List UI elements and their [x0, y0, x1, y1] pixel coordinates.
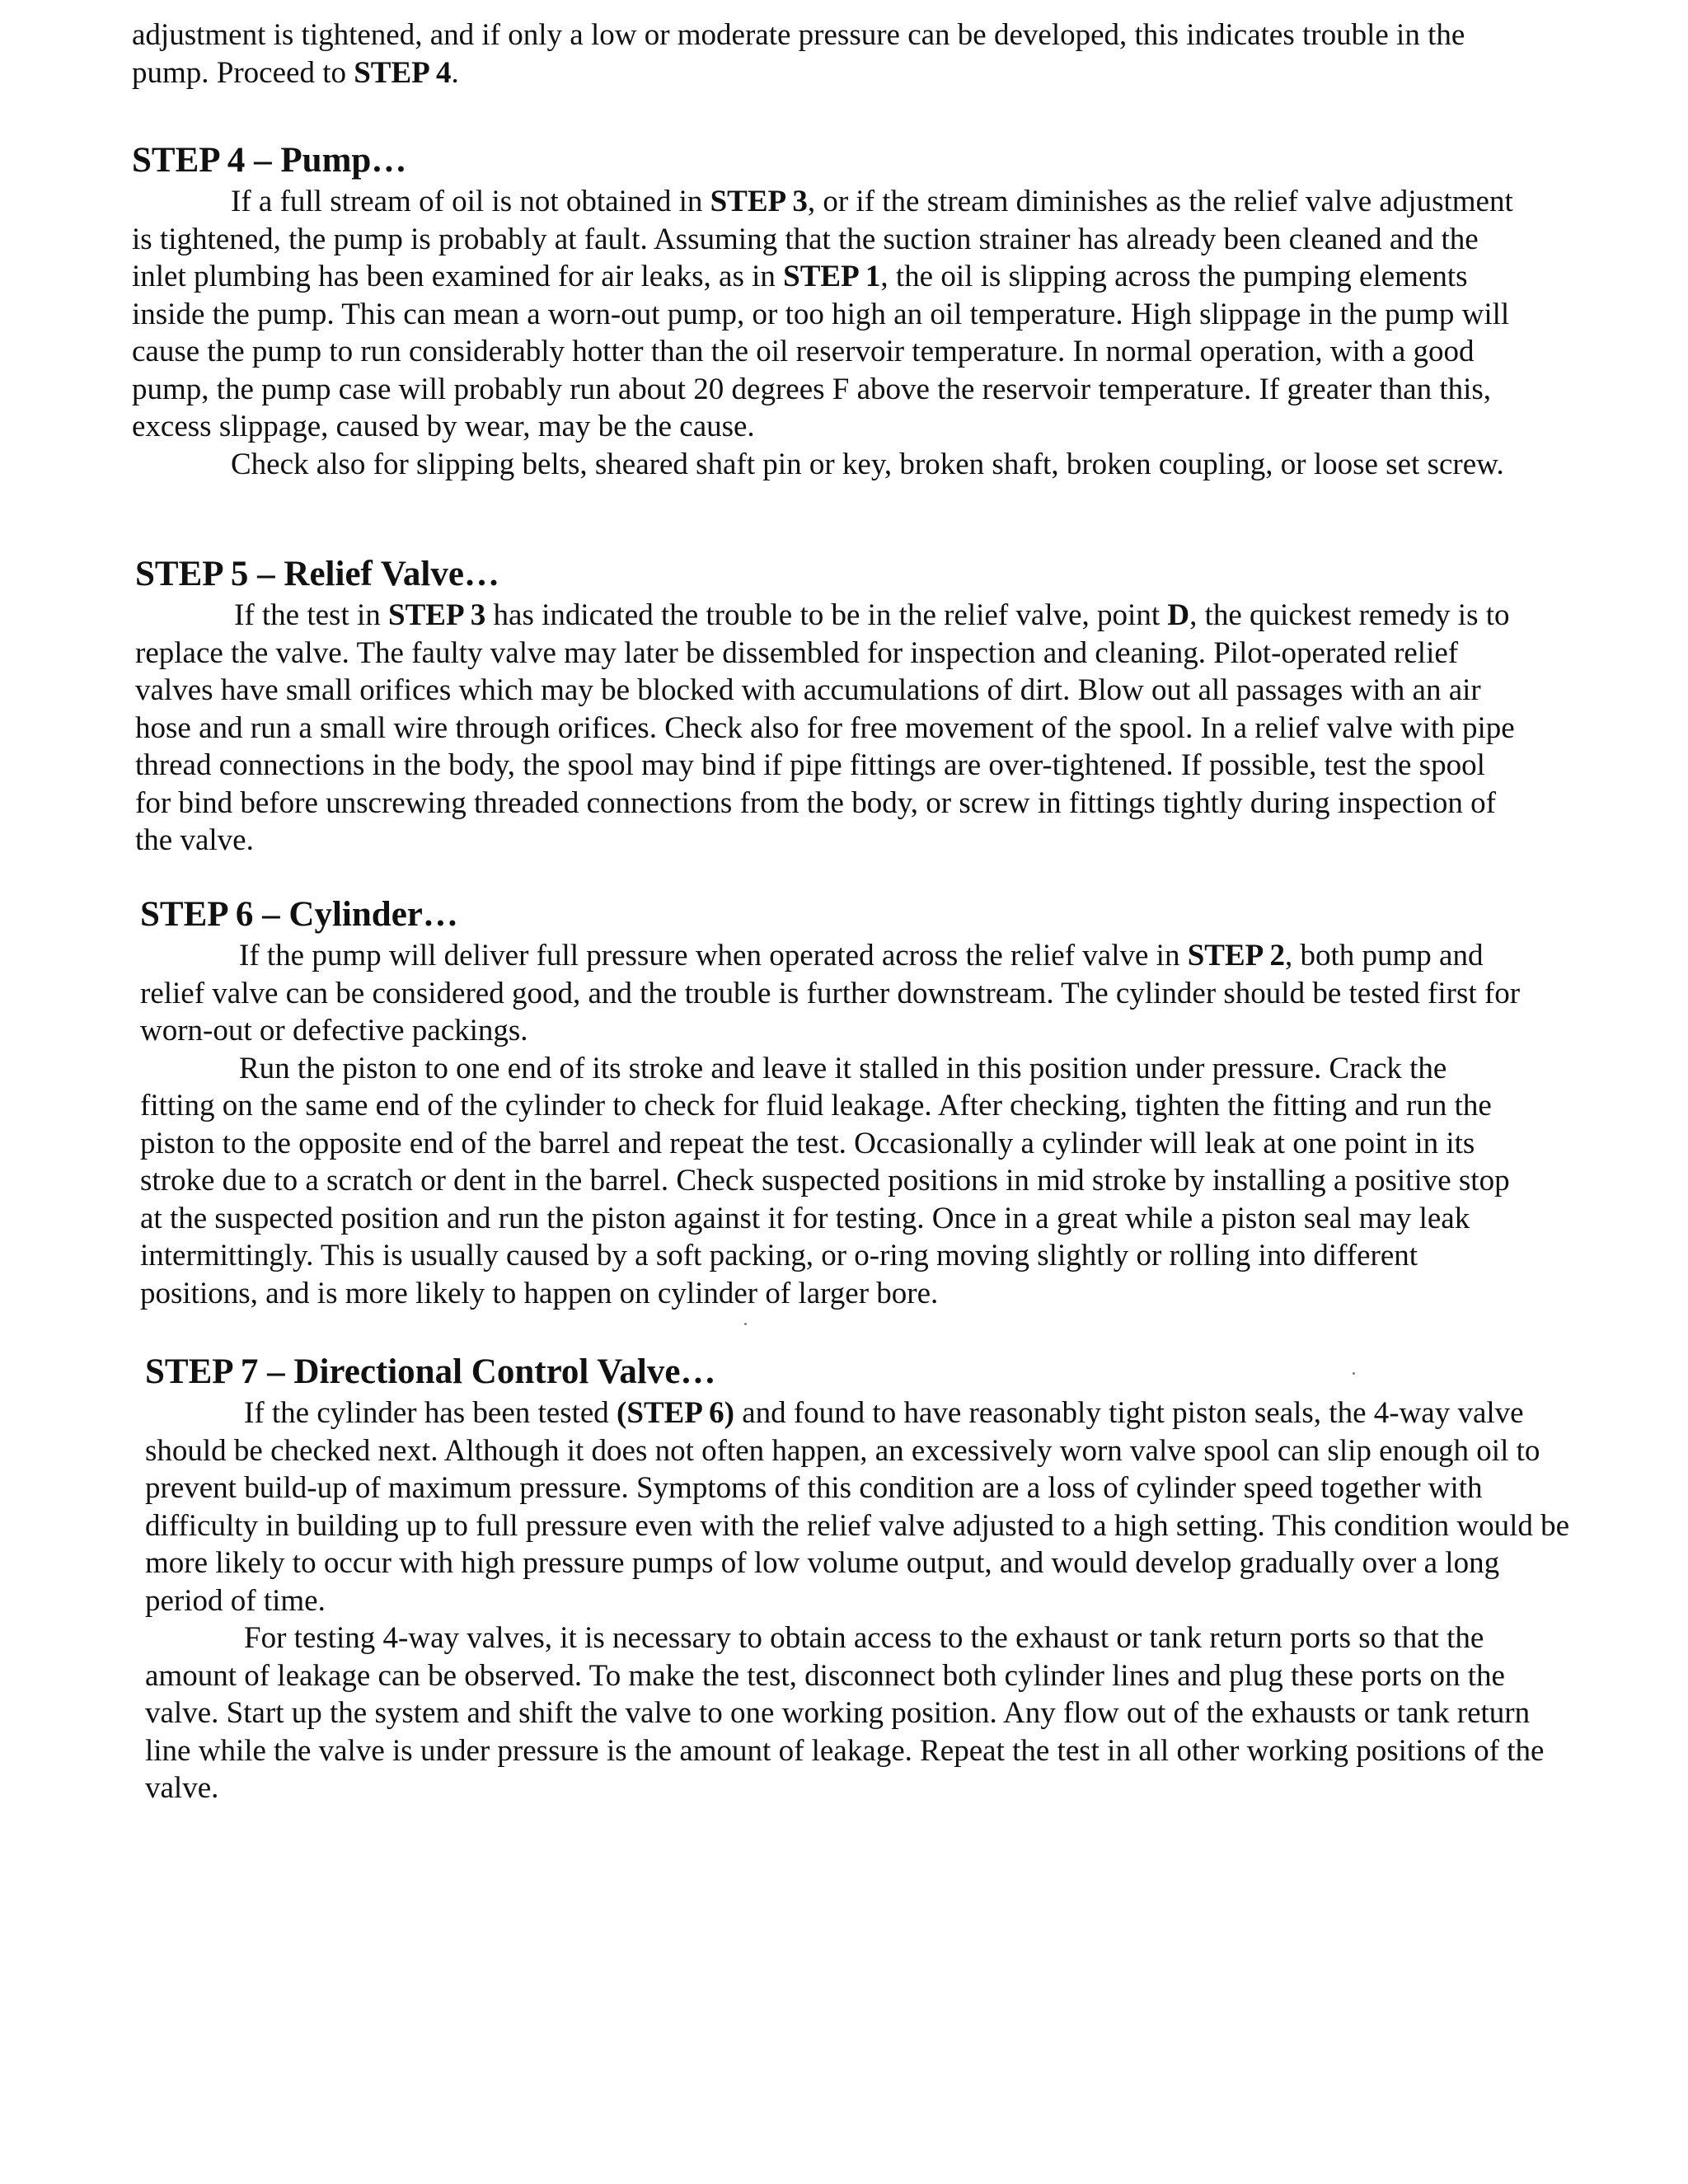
step4-section [132, 140, 1517, 483]
step4-heading: STEP 4 – Pump… [132, 141, 407, 180]
step6-section [140, 894, 1525, 1312]
step5-paragraph-1 [135, 597, 1520, 860]
scan-speck [1353, 1372, 1355, 1375]
step4-paragraph-2 [132, 446, 1517, 484]
step6-paragraph-2 [140, 1050, 1525, 1313]
step4-paragraph-1 [132, 183, 1517, 446]
step5-heading: STEP 5 – Relief Valve… [135, 555, 499, 593]
text-run: , both pump and relief valve can be considered good, and the trouble is further downstream. The cylinder should be tested first for worn-out or defective packings. [140, 939, 1521, 1047]
text-run: If the test in [234, 598, 389, 632]
text-run: and found to have reasonably tight piston seals, the 4-way valve should be checked next. Although it does not often happen, an excessively worn valve spool can slip enough oil to prevent build-up of maximum pressure. Symptoms of this condition are a loss of cylinder speed together with difficulty in building up to full pressure even with the relief valve adjusted to a high setting. This condition would be more likely to occur with high pressure pumps of low volume output, and would develop gradually over a long period of time. [145, 1396, 1570, 1618]
text-run: If a full stream of oil is not obtained in [231, 185, 710, 218]
scan-speck [744, 1323, 747, 1325]
bold-text-run: STEP 1 [783, 260, 881, 293]
text-run: Check also for slipping belts, sheared shaft pin or key, broken shaft, broken coupling, or loose set screw. [231, 447, 1504, 481]
text-run: has indicated the trouble to be in the relief valve, point [485, 598, 1168, 632]
text-run: For testing 4-way valves, it is necessary to obtain access to the exhaust or tank return ports so that the amount of leakage can be observed. To make the test, disconnect both cylinder lines and plug these ports on the valve. Start up the system and shift the valve to one working position. Any flow out of the exhausts or tank return line while the valve is under pressure is the amount of leakage. Repeat the test in all other working positions of the valve. [145, 1621, 1545, 1805]
text-run: If the cylinder has been tested [244, 1396, 617, 1430]
intro-section [132, 16, 1517, 91]
bold-text-run: STEP 3 [710, 185, 808, 218]
text-run: , or if the stream diminishes as the relief valve adjustment is tightened, the pump is probably at fault. Assuming that the suction strainer has already been cleaned and the inlet plumbing has been examined for air leaks, as in [132, 185, 1513, 293]
text-run: Run the piston to one end of its stroke and leave it stalled in this position under pressure. Crack the fitting on the same end of the cylinder to check for fluid leakage. After checking, tighten the fitting and run the piston to the opposite end of the barrel and repeat the test. Occasionally a cylinder will leak at one point in its stroke due to a scratch or dent in the barrel. Check suspected positions in mid stroke by installing a positive stop at the suspected position and run the piston against it for testing. Once in a great while a piston seal may leak intermittingly. This is usually caused by a soft packing, or o-ring moving slightly or rolling into different positions, and is more likely to happen on cylinder of larger bore. [140, 1051, 1510, 1310]
step7-paragraph-1 [145, 1394, 1571, 1619]
bold-text-run: STEP 4 [354, 55, 452, 90]
text-run: adjustment is tightened, and if only a low or moderate pressure can be developed, this indicates trouble in the pump. Proceed to [132, 18, 1465, 90]
intro-paragraph [132, 16, 1517, 91]
text-run: If the pump will deliver full pressure when operated across the relief valve in [239, 939, 1188, 972]
step5-section [135, 554, 1520, 860]
bold-text-run: D [1167, 598, 1190, 632]
step7-section [145, 1352, 1571, 1807]
step6-heading: STEP 6 – Cylinder… [140, 895, 458, 934]
bold-text-run: STEP 3 [388, 598, 486, 632]
step7-paragraph-2 [145, 1619, 1571, 1807]
bold-text-run: (STEP 6) [617, 1396, 734, 1430]
step7-heading: STEP 7 – Directional Control Valve… [145, 1352, 716, 1391]
text-run: , the oil is slipping across the pumping elements inside the pump. This can mean a worn-out pump, or too high an oil temperature. High slippage in the pump will cause the pump to run considerably hotter than the oil reservoir temperature. In normal operation, with a good pump, the pump case will probably run about 20 degrees F above the reservoir temperature. If greater than this, excess slippage, caused by wear, may be the cause. [132, 260, 1510, 443]
step6-paragraph-1 [140, 937, 1525, 1050]
text-run: . [451, 55, 459, 90]
text-run: , the quickest remedy is to replace the valve. The faulty valve may later be dissembled for inspection and cleaning. Pilot-operated relief valves have small orifices which may be blocked with accumulations of dirt. Blow out all passages with an air hose and run a small wire through orifices. Check also for free movement of the spool. In a relief valve with pipe thread connections in the body, the spool may bind if pipe fittings are over-tightened. If possible, test the spool for bind before unscrewing threaded connections from the body, or screw in fittings tightly during inspection of the valve. [135, 598, 1515, 857]
bold-text-run: STEP 2 [1187, 939, 1285, 972]
